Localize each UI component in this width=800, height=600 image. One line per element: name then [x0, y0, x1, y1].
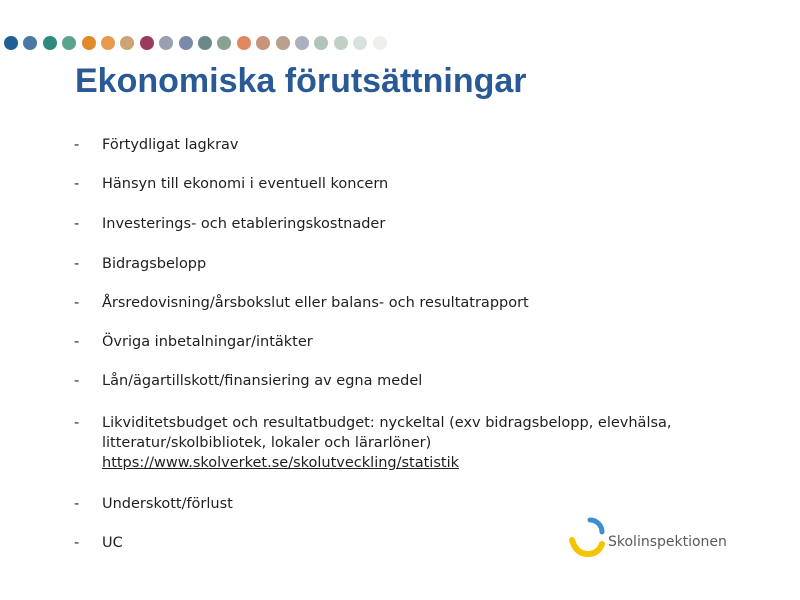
- bullet-line: Bidragsbelopp: [102, 256, 207, 272]
- bullet-dash: -: [74, 256, 80, 272]
- bullet-text: [102, 174, 682, 194]
- bullet-dash: -: [74, 176, 80, 192]
- decorative-dot: [217, 36, 231, 50]
- bullet-line: Hänsyn till ekonomi i eventuell koncern: [102, 176, 389, 192]
- decorative-dot: [23, 36, 37, 50]
- bullet-text: [102, 214, 682, 234]
- decorative-dot: [101, 36, 115, 50]
- decorative-dot: [256, 36, 270, 50]
- bullet-line: Likviditetsbudget och resultatbudget: nyckeltal (exv bidragsbelopp, elevhälsa,: [102, 415, 672, 431]
- bullet-text: [102, 135, 682, 155]
- bullet-line: Underskott/förlust: [102, 496, 233, 512]
- decorative-dot: [82, 36, 96, 50]
- decorative-dot: [353, 36, 367, 50]
- decorative-dot: [62, 36, 76, 50]
- bullet-line: Lån/ägartillskott/finansiering av egna medel: [102, 373, 423, 389]
- bullet-dash: -: [74, 295, 80, 311]
- bullet-line: UC: [102, 535, 123, 551]
- logo-swoosh-icon: [566, 514, 610, 558]
- decorative-dot: [295, 36, 309, 50]
- decorative-dot: [276, 36, 290, 50]
- skolverket-statistik-link[interactable]: https://www.skolverket.se/skolutveckling/statistik: [102, 455, 460, 471]
- bullet-dash: -: [74, 334, 80, 350]
- bullet-text: [102, 254, 682, 274]
- bullet-text: [102, 494, 682, 514]
- bullet-dash: -: [74, 415, 80, 431]
- decorative-dot: [179, 36, 193, 50]
- decorative-dot: [373, 36, 387, 50]
- bullet-line: Övriga inbetalningar/intäkter: [102, 334, 313, 350]
- bullet-dash: -: [74, 137, 80, 153]
- bullet-line: Investerings- och etableringskostnader: [102, 216, 386, 232]
- decorative-dot: [314, 36, 328, 50]
- bullet-dash: -: [74, 216, 80, 232]
- decorative-dot: [198, 36, 212, 50]
- decorative-dot: [120, 36, 134, 50]
- slide-title: Ekonomiska förutsättningar: [75, 62, 527, 100]
- decorative-dot: [159, 36, 173, 50]
- bullet-dash: -: [74, 496, 80, 512]
- skolinspektionen-logo: [566, 512, 736, 562]
- bullet-text: [102, 332, 682, 352]
- bullet-line: litteratur/skolbibliotek, lokaler och lärarlöner): [102, 435, 432, 451]
- decorative-dot: [140, 36, 154, 50]
- decorative-dot: [4, 36, 18, 50]
- decorative-dot: [237, 36, 251, 50]
- decorative-dot: [43, 36, 57, 50]
- bullet-dash: -: [74, 373, 80, 389]
- bullet-text: [102, 413, 682, 473]
- bullet-text: [102, 371, 682, 391]
- bullet-line: Förtydligat lagkrav: [102, 137, 239, 153]
- bullet-text: [102, 293, 682, 313]
- bullet-dash: -: [74, 535, 80, 551]
- decorative-dot: [334, 36, 348, 50]
- bullet-line: Årsredovisning/årsbokslut eller balans- och resultatrapport: [102, 295, 529, 311]
- logo-wordmark: Skolinspektionen: [608, 534, 727, 550]
